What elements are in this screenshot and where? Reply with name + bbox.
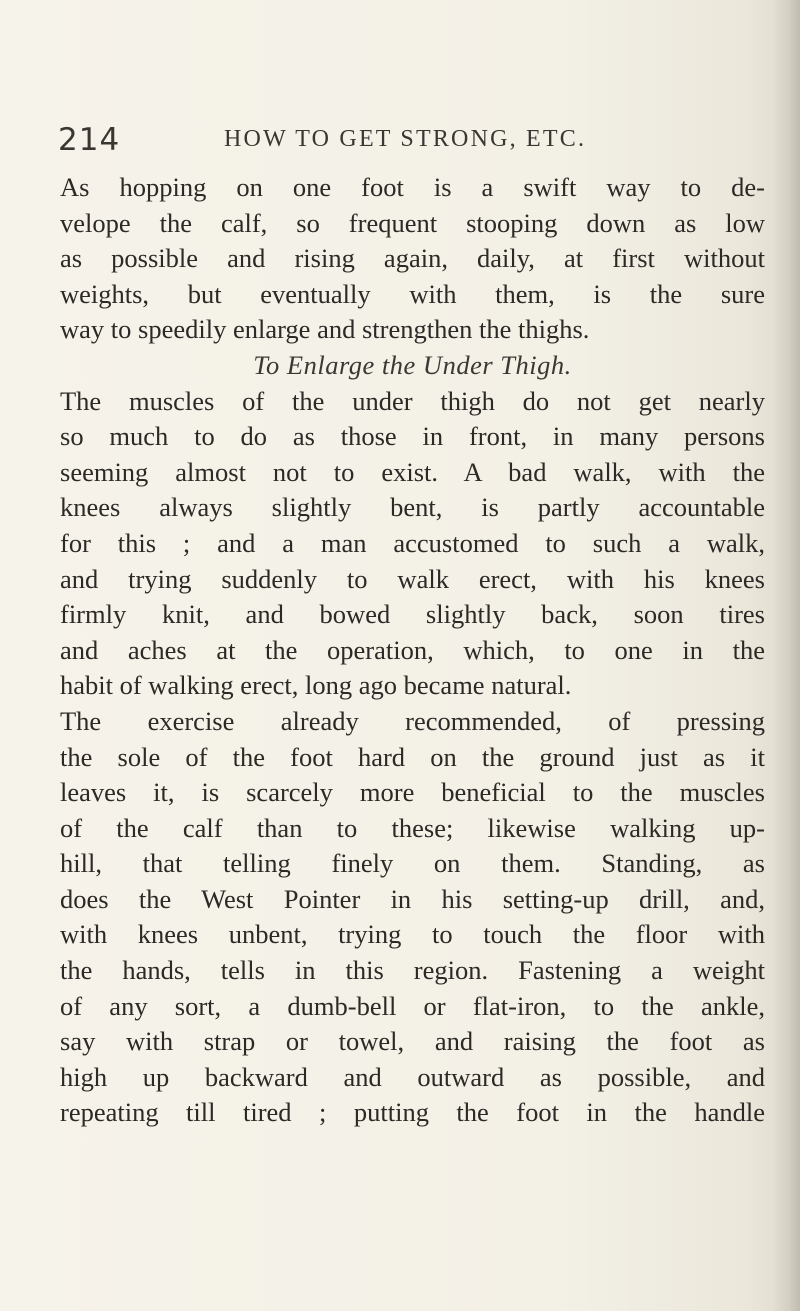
text-line: the hands, tells in this region. Fastening a weight: [60, 955, 765, 986]
text-line: seeming almost not to exist. A bad walk, with the: [60, 456, 765, 487]
body-text: [60, 170, 765, 1131]
text-line: high up backward and outward as possible, and: [60, 1061, 765, 1092]
text-line: as possible and rising again, daily, at first without: [60, 243, 765, 274]
text-line: so much to do as those in front, in many persons: [60, 421, 765, 452]
text-line: for this ; and a man accustomed to such a walk,: [60, 527, 765, 558]
text-line: and aches at the operation, which, to one in the: [60, 634, 765, 665]
text-line: say with strap or towel, and raising the foot as: [60, 1026, 765, 1057]
running-head-title: HOW TO GET STRONG, ETC.: [224, 126, 587, 152]
page-number: 214: [58, 122, 121, 158]
text-line: weights, but eventually with them, is the sure: [60, 278, 765, 309]
text-line: leaves it, is scarcely more beneficial to the muscles: [60, 777, 765, 808]
text-line: the sole of the foot hard on the ground just as it: [60, 741, 765, 772]
text-line: habit of walking erect, long ago became natural.: [60, 670, 572, 701]
text-line: knees always slightly bent, is partly accountable: [60, 492, 765, 523]
page-edge-shadow: [772, 0, 800, 1311]
running-head: [58, 122, 758, 162]
text-line: repeating till tired ; putting the foot in the handle: [60, 1097, 765, 1128]
text-line: way to speedily enlarge and strengthen the thighs.: [60, 314, 590, 345]
text-line: velope the calf, so frequent stooping down as low: [60, 207, 765, 238]
text-line: with knees unbent, trying to touch the floor with: [60, 919, 765, 950]
text-line: As hopping on one foot is a swift way to de-: [60, 172, 765, 202]
text-line: The exercise already recommended, of pressing: [60, 705, 765, 736]
text-line: of the calf than to these; likewise walking up-: [60, 812, 765, 843]
text-line: does the West Pointer in his setting-up drill, and,: [60, 883, 765, 914]
text-line: and trying suddenly to walk erect, with his knees: [60, 563, 765, 594]
text-line: of any sort, a dumb-bell or flat-iron, to the ankle,: [60, 990, 765, 1021]
text-line: hill, that telling finely on them. Standing, as: [60, 848, 765, 879]
text-line: firmly knit, and bowed slightly back, soon tires: [60, 599, 765, 630]
text-line: The muscles of the under thigh do not get nearly: [60, 385, 765, 416]
section-heading: To Enlarge the Under Thigh.: [253, 349, 572, 380]
